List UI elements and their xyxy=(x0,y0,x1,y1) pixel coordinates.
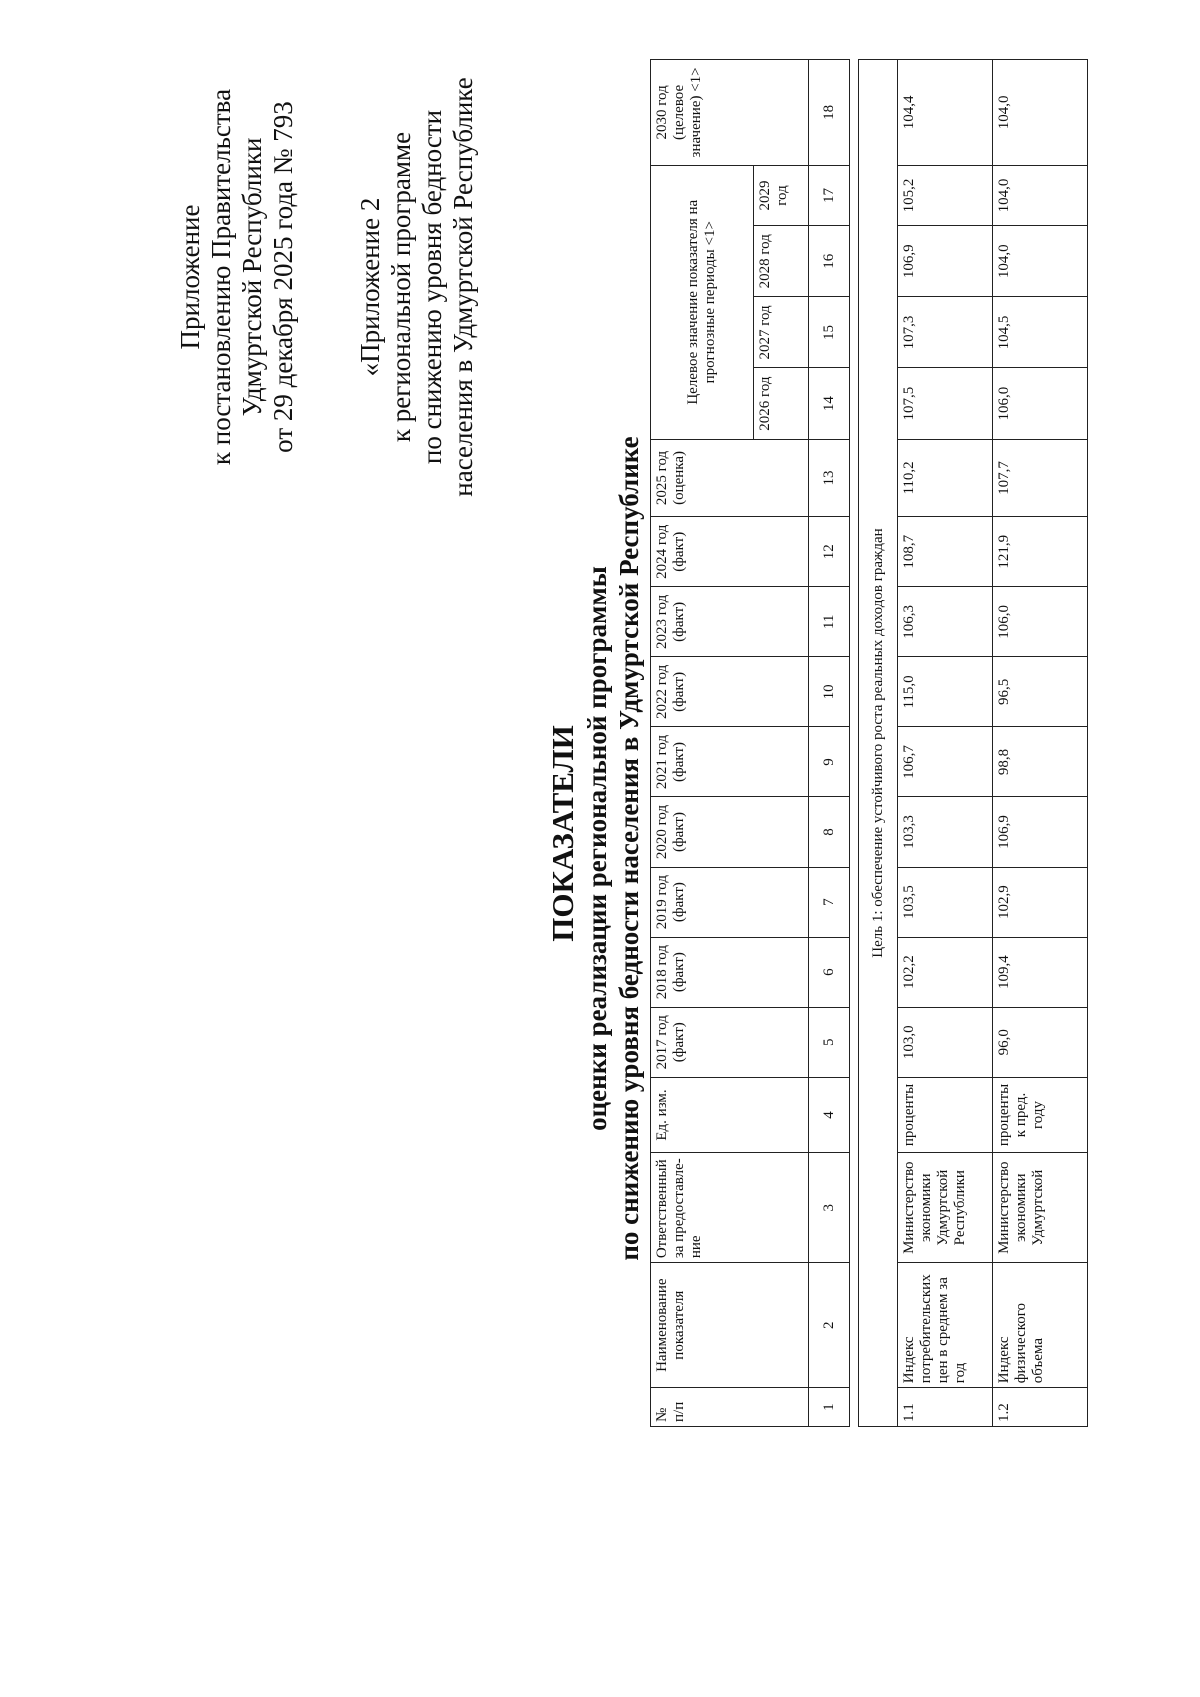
value-cell: 115,0 xyxy=(898,657,993,727)
header-2029: 2029 год xyxy=(754,165,809,225)
header-2027: 2027 год xyxy=(754,297,809,368)
header-2030: 2030 год (целевое значение) <1> xyxy=(651,60,809,166)
goal-cell: Цель 1: обеспечение устойчивого роста реальных доходов граждан xyxy=(859,60,898,1427)
header-name: Наименование показателя xyxy=(651,1263,809,1388)
header-2021: 2021 год (факт) xyxy=(651,727,809,797)
value-cell: 104,0 xyxy=(993,60,1088,166)
value-cell: 96,0 xyxy=(993,1007,1088,1077)
appendix2-line: по снижению уровня бедности xyxy=(417,109,447,465)
value-cell: 107,5 xyxy=(898,368,993,439)
table-row xyxy=(898,60,993,1427)
goal-row xyxy=(859,60,898,1427)
header-2028: 2028 год xyxy=(754,226,809,297)
column-number: 8 xyxy=(809,797,850,867)
column-number: 14 xyxy=(809,368,850,439)
header-unit: Ед. изм. xyxy=(651,1077,809,1152)
value-cell: 106,0 xyxy=(993,587,1088,657)
value-cell: 104,4 xyxy=(898,60,993,166)
value-cell: 106,7 xyxy=(898,727,993,797)
header-2020: 2020 год (факт) xyxy=(651,797,809,867)
column-number: 12 xyxy=(809,517,850,587)
value-cell: 104,0 xyxy=(993,226,1088,297)
indicators-table xyxy=(650,59,1088,1427)
value-cell: 110,2 xyxy=(898,439,993,517)
header-2025: 2025 год (оценка) xyxy=(651,439,809,517)
row-num: 1.2 xyxy=(993,1388,1088,1427)
appendix-line: Удмуртской Республики xyxy=(237,137,267,417)
appendix2-line: населения в Удмуртской Республике xyxy=(448,77,478,497)
appendix-line: от 29 декабря 2025 года № 793 xyxy=(268,101,298,453)
header-2024: 2024 год (факт) xyxy=(651,517,809,587)
header-2018: 2018 год (факт) xyxy=(651,937,809,1007)
column-number: 15 xyxy=(809,297,850,368)
value-cell: 103,0 xyxy=(898,1007,993,1077)
value-cell: 102,9 xyxy=(993,867,1088,937)
row-unit: проценты xyxy=(898,1077,993,1152)
column-number: 7 xyxy=(809,867,850,937)
appendix-line: к постановлению Правительства xyxy=(206,88,236,466)
column-number: 13 xyxy=(809,439,850,517)
title-sub2: по снижению уровня бедности населения в Удмуртской Республике xyxy=(614,436,644,1261)
value-cell: 106,0 xyxy=(993,368,1088,439)
value-cell: 108,7 xyxy=(898,517,993,587)
value-cell: 103,5 xyxy=(898,867,993,937)
column-number: 9 xyxy=(809,727,850,797)
column-number-row xyxy=(809,60,850,1427)
row-name: Индекс физического объема xyxy=(993,1263,1088,1388)
document-title xyxy=(545,0,645,1697)
value-cell: 98,8 xyxy=(993,727,1088,797)
column-number: 5 xyxy=(809,1007,850,1077)
row-responsible: Министерство экономики Удмуртской xyxy=(993,1153,1088,1263)
header-2023: 2023 год (факт) xyxy=(651,587,809,657)
row-name: Индекс потребительских цен в среднем за год xyxy=(898,1263,993,1388)
value-cell: 121,9 xyxy=(993,517,1088,587)
header-2022: 2022 год (факт) xyxy=(651,657,809,727)
value-cell: 104,0 xyxy=(993,165,1088,225)
column-number: 4 xyxy=(809,1077,850,1152)
value-cell: 106,9 xyxy=(993,797,1088,867)
header-num: № п/п xyxy=(651,1388,809,1427)
value-cell: 103,3 xyxy=(898,797,993,867)
row-num: 1.1 xyxy=(898,1388,993,1427)
column-number: 11 xyxy=(809,587,850,657)
column-number: 17 xyxy=(809,165,850,225)
table-row xyxy=(993,60,1088,1427)
title-sub1: оценки реализации региональной программы xyxy=(582,566,612,1131)
appendix2-line: «Приложение 2 xyxy=(355,197,385,377)
column-number: 18 xyxy=(809,60,850,166)
value-cell: 102,2 xyxy=(898,937,993,1007)
title-main: ПОКАЗАТЕЛИ xyxy=(545,725,580,942)
value-cell: 106,3 xyxy=(898,587,993,657)
column-number: 3 xyxy=(809,1153,850,1263)
column-number: 10 xyxy=(809,657,850,727)
column-number: 2 xyxy=(809,1263,850,1388)
appendix2-line: к региональной программе xyxy=(386,131,416,443)
spacer-cell xyxy=(850,60,859,1427)
header-2026: 2026 год xyxy=(754,368,809,439)
appendix-line: Приложение xyxy=(175,204,205,350)
header-target-group: Целевое значение показателя на прогнозные периоды <1> xyxy=(651,165,754,439)
value-cell: 107,3 xyxy=(898,297,993,368)
value-cell: 109,4 xyxy=(993,937,1088,1007)
header-2017: 2017 год (факт) xyxy=(651,1007,809,1077)
value-cell: 104,5 xyxy=(993,297,1088,368)
value-cell: 106,9 xyxy=(898,226,993,297)
header-responsible: Ответственный за предоставле-ние xyxy=(651,1153,809,1263)
spacer-row xyxy=(850,60,859,1427)
appendix2-header xyxy=(355,37,479,537)
value-cell: 107,7 xyxy=(993,439,1088,517)
column-number: 16 xyxy=(809,226,850,297)
row-unit: проценты к пред. году xyxy=(993,1077,1088,1152)
row-responsible: Министерство экономики Удмуртской Республики xyxy=(898,1153,993,1263)
value-cell: 96,5 xyxy=(993,657,1088,727)
header-2019: 2019 год (факт) xyxy=(651,867,809,937)
column-number: 1 xyxy=(809,1388,850,1427)
column-number: 6 xyxy=(809,937,850,1007)
value-cell: 105,2 xyxy=(898,165,993,225)
appendix-header xyxy=(175,67,299,487)
